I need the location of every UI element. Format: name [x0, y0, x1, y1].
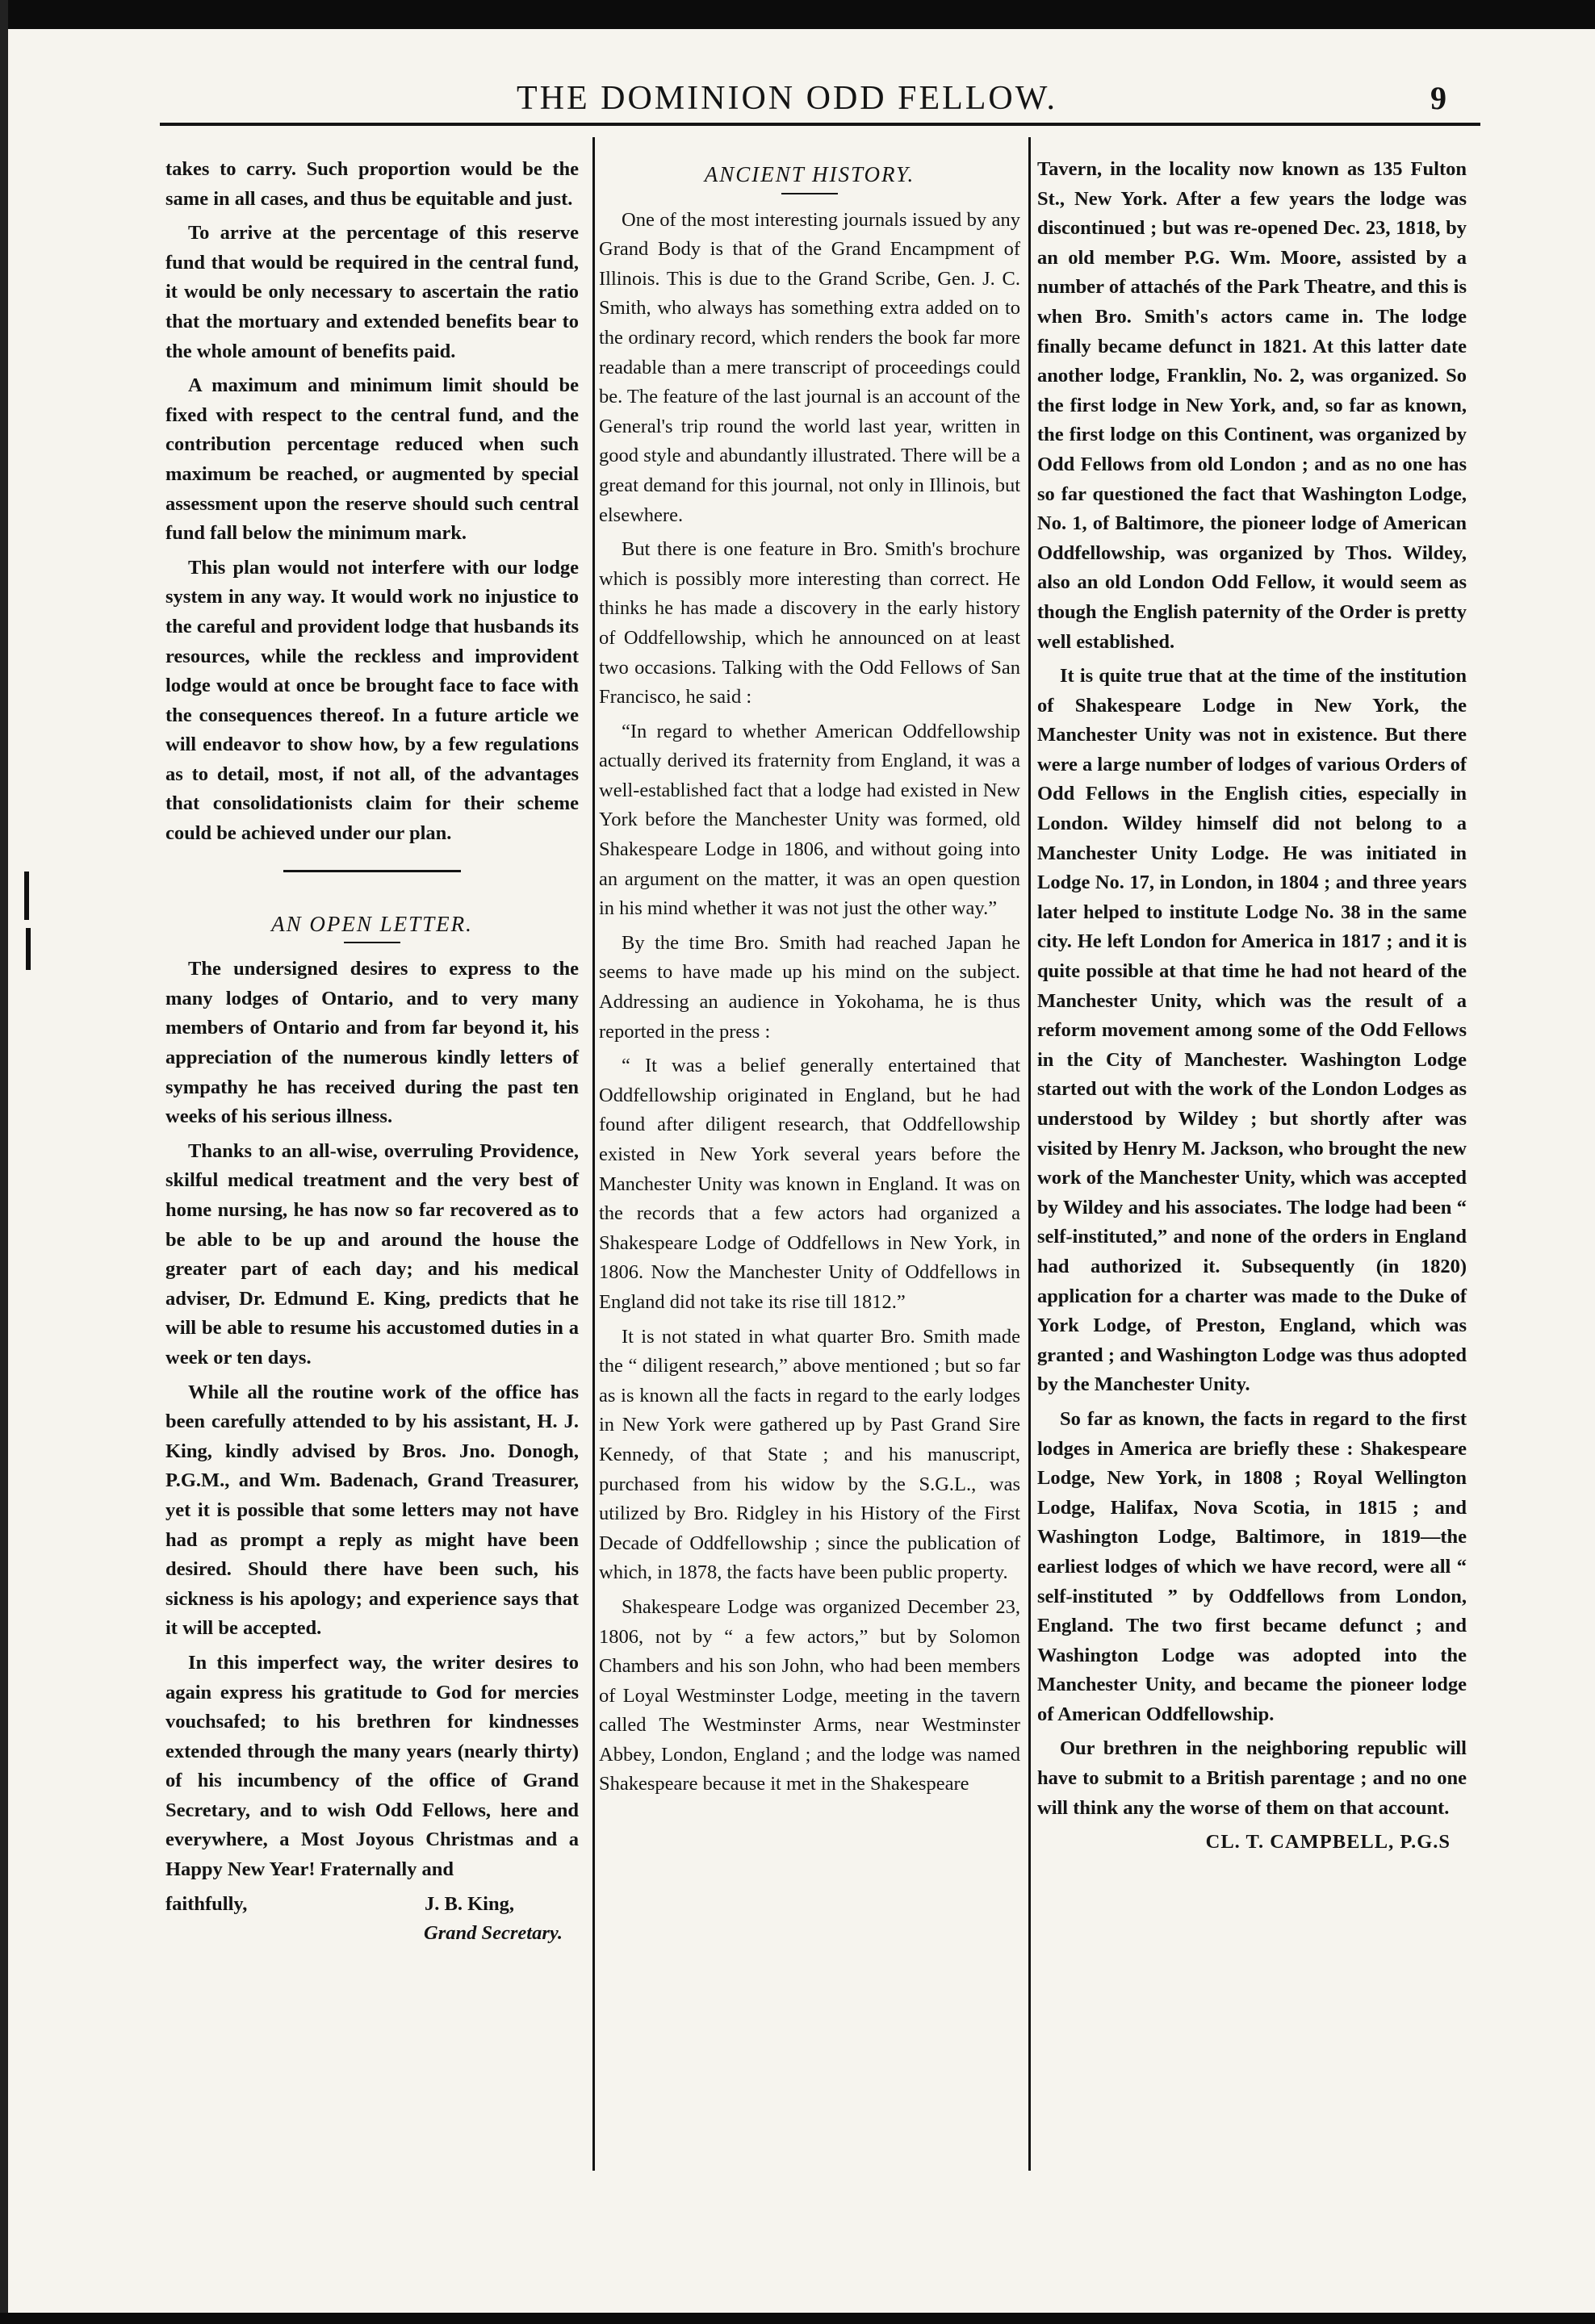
article-paragraph: Shakespeare Lodge was organized December 23, 1806, not by “ a few actors,” but by Solomon Chambers and his son John, who had been members of Loyal Westminster Lodge, meeting in the tavern called The Westminster Arms, near Westminster Abbey, London, England ; and the lodge was named Shakespeare because it met in the Shakespeare	[599, 1595, 1020, 1795]
article-divider	[283, 870, 461, 872]
margin-ink-mark	[26, 928, 31, 970]
letter-paragraph: The undersigned desires to express to the many lodges of Ontario, and to very many members of Ontario and from far beyond it, his appreciation of the numerous kindly letters of sympathy he has received during the past ten weeks of his serious illness.	[165, 958, 579, 1128]
article-paragraph: To arrive at the percentage of this reserve fund that would be required in the central fund, it would be only necessary to ascertain the ratio that the mortuary and extended benefits bear to the whole amount of benefits paid.	[165, 222, 579, 362]
article-paragraph: “In regard to whether American Oddfellowship actually derived its fraternity from England, it was a well-established fact that a lodge had existed in New York before the Manchester Unity was formed, old Shakespeare Lodge in 1806, and without going into an argument on the matter, it was an open question in his mind whether it was not just the other way.”	[599, 720, 1020, 920]
signature-title: Grand Secretary.	[424, 1922, 563, 1945]
scan-border-left	[0, 0, 8, 2324]
article-paragraph: Our brethren in the neighboring republic will have to submit to a British parentage ; and no one will think any the worse of them on that account.	[1037, 1737, 1467, 1819]
article-paragraph: A maximum and minimum limit should be fixed with respect to the central fund, and the contribution percentage reduced when such maximum be reached, or augmented by special assessment upon the reserve should such central fund fall below the minimum mark.	[165, 374, 579, 545]
signature-line	[165, 1890, 579, 1920]
signature-name: J. B. King,	[425, 1892, 514, 1915]
column-right	[1037, 155, 1467, 1858]
article-paragraph: By the time Bro. Smith had reached Japan he seems to have made up his mind on the subject. Addressing an audience in Yokohama, he is thus reported in the press :	[599, 931, 1020, 1043]
section-title-open-letter: AN OPEN LETTER.	[271, 911, 473, 936]
signature-closing: faithfully,	[165, 1892, 248, 1915]
article-paragraph: It is quite true that at the time of the institution of Shakespeare Lodge in New York, the Manchester Unity was not in existence. But there were a large number of lodges of various Orders of Odd Fellows in the English cities, especially in London. Wildey himself did not belong to a Manchester Unity Lodge. He was initiated in Lodge No. 17, in London, in 1804 ; and three years later helped to institute Lodge No. 38 in the same city. He left London for America in 1817 ; and it is quite possible at that time he had not heard of the Manchester Unity, which was the result of a reform movement among some of the Odd Fellows in the City of Manchester. Washington Lodge started out with the work of the London Lodges as understood by Wildey ; but shortly after was visited by Henry M. Jackson, who brought the new work of the Manchester Unity, which was accepted by Wildey and his associates. The lodge had been “ self-instituted,” and none of the orders in England had authorized it. Subsequently (in 1820) application for a charter was made to the Duke of York Lodge, of Preston, England, which was granted ; and Washington Lodge was thus adopted by the Manchester Unity.	[1037, 665, 1467, 1396]
letter-paragraph: Thanks to an all-wise, overruling Providence, skilful medical treatment and the very best of home nursing, he has now so far recovered as to be able to be up and around the house the greater part of each day; and his medical adviser, Dr. Edmund E. King, predicts that he will be able to resume his accustomed duties in a week or ten days.	[165, 1139, 579, 1369]
section-title-ancient-history: ANCIENT HISTORY.	[704, 162, 915, 186]
column-left	[165, 155, 579, 1949]
page-number: 9	[1430, 80, 1446, 116]
column-middle	[599, 155, 1020, 1804]
scan-border-bottom	[0, 2313, 1595, 2324]
article-paragraph: One of the most interesting journals issued by any Grand Body is that of the Grand Encampment of Illinois. This is due to the Grand Scribe, Gen. J. C. Smith, who always has something extra added on to the ordinary record, which renders the book far more readable than a mere transcript of proceedings could be. The feature of the last journal is an account of the General's trip round the world last year, written in good style and abundantly illustrated. There will be a great demand for this journal, not only in Illinois, but elsewhere.	[599, 208, 1021, 526]
margin-ink-mark	[24, 872, 29, 920]
masthead-title: THE DOMINION ODD FELLOW.	[517, 80, 1058, 117]
letter-paragraph: While all the routine work of the office has been carefully attended to by his assistant, H. J. King, kindly advised by Bros. Jno. Donogh, P.G.M., and Wm. Badenach, Grand Treasurer, yet it is possible that some letters may not have had as prompt a reply as might have been desired. Should there have been such, his sickness is his apology; and experience says that it will be accepted.	[165, 1381, 579, 1640]
letter-paragraph: In this imperfect way, the writer desires to again express his gratitude to God for mercies vouchsafed; to his brethren for kindnesses extended through the many years (nearly thirty) of his incumbency of the office of Grand Secretary, and to wish Odd Fellows, here and everywhere, a Most Joyous Christmas and a Happy New Year! Fraternally and	[165, 1651, 579, 1881]
masthead-rule	[160, 123, 1480, 126]
title-rule	[781, 193, 838, 194]
article-paragraph: “ It was a belief generally entertained that Oddfellowship originated in England, but he had found after diligent research, that Oddfellowship existed in New York several years before the Manchester Unity was known in England. It was on the records that a few actors had organized a Shakespeare Lodge of Oddfellows in New York, in 1806. Now the Manchester Unity of Oddfellows in England did not take its rise till 1812.”	[599, 1055, 1020, 1313]
article-paragraph: Tavern, in the locality now known as 135 Fulton St., New York. After a few years the lodge was discontinued ; but was re-opened Dec. 23, 1818, by an old member P.G. Wm. Moore, assisted by a number of attachés of the Park Theatre, and this is when Bro. Smith's actors came in. The lodge finally became defunct in 1821. At this latter date another lodge, Franklin, No. 2, was organized. So the first lodge in New York, and, so far as known, the first lodge on this Continent, was organized by Odd Fellows from old London ; and as no one has so far questioned the fact that Washington Lodge, No. 1, of Baltimore, the pioneer lodge of American Oddfellowship, was organized by Thos. Wildey, also an old London Odd Fellow, it would seem as though the English paternity of the Order is pretty well established.	[1037, 158, 1467, 653]
author-signature: CL. T. CAMPBELL, P.G.S	[1205, 1831, 1451, 1854]
article-paragraph: It is not stated in what quarter Bro. Smith made the “ diligent research,” above mentioned ; but so far as is known all the facts in regard to the early lodges in New York were gathered up by Past Grand Sire Kennedy, of that State ; and his manuscript, purchased from his widow by the S.G.L., was utilized by Bro. Ridgley in his History of the First Decade of Oddfellowship ; since the publication of which, in 1878, the facts have been public property.	[599, 1325, 1020, 1584]
title-rule	[344, 942, 400, 943]
article-paragraph: But there is one feature in Bro. Smith's brochure which is possibly more interesting than correct. He thinks he has made a discovery in the early history of Oddfellowship, which he announced on at least two occasions. Talking with the Odd Fellows of San Francisco, he said :	[599, 538, 1020, 708]
column-divider-2	[1028, 137, 1031, 2171]
article-paragraph: takes to carry. Such proportion would be the same in all cases, and thus be equitable and just.	[165, 158, 579, 210]
article-paragraph: So far as known, the facts in regard to the first lodges in America are briefly these : Shakespeare Lodge, New York, in 1808 ; Royal Wellington Lodge, Halifax, Nova Scotia, in 1815 ; and Washington Lodge, Baltimore, in 1819—the earliest lodges of which we have record, were all “ self-instituted ” by Oddfellows from London, England. The two first became defunct ; and Washington Lodge was adopted into the Manchester Unity, and became the pioneer lodge of American Oddfellowship.	[1037, 1407, 1467, 1725]
column-divider-1	[592, 137, 595, 2171]
article-paragraph: This plan would not interfere with our lodge system in any way. It would work no injustice to the careful and provident lodge that husbands its resources, while the reckless and improvident lodge would at once be brought face to face with the consequences thereof. In a future article we will endeavor to show how, by a few regulations as to detail, most, if not all, of the advantages that consolidationists claim for their scheme could be achieved under our plan.	[165, 556, 579, 845]
scan-border-top	[0, 0, 1595, 29]
